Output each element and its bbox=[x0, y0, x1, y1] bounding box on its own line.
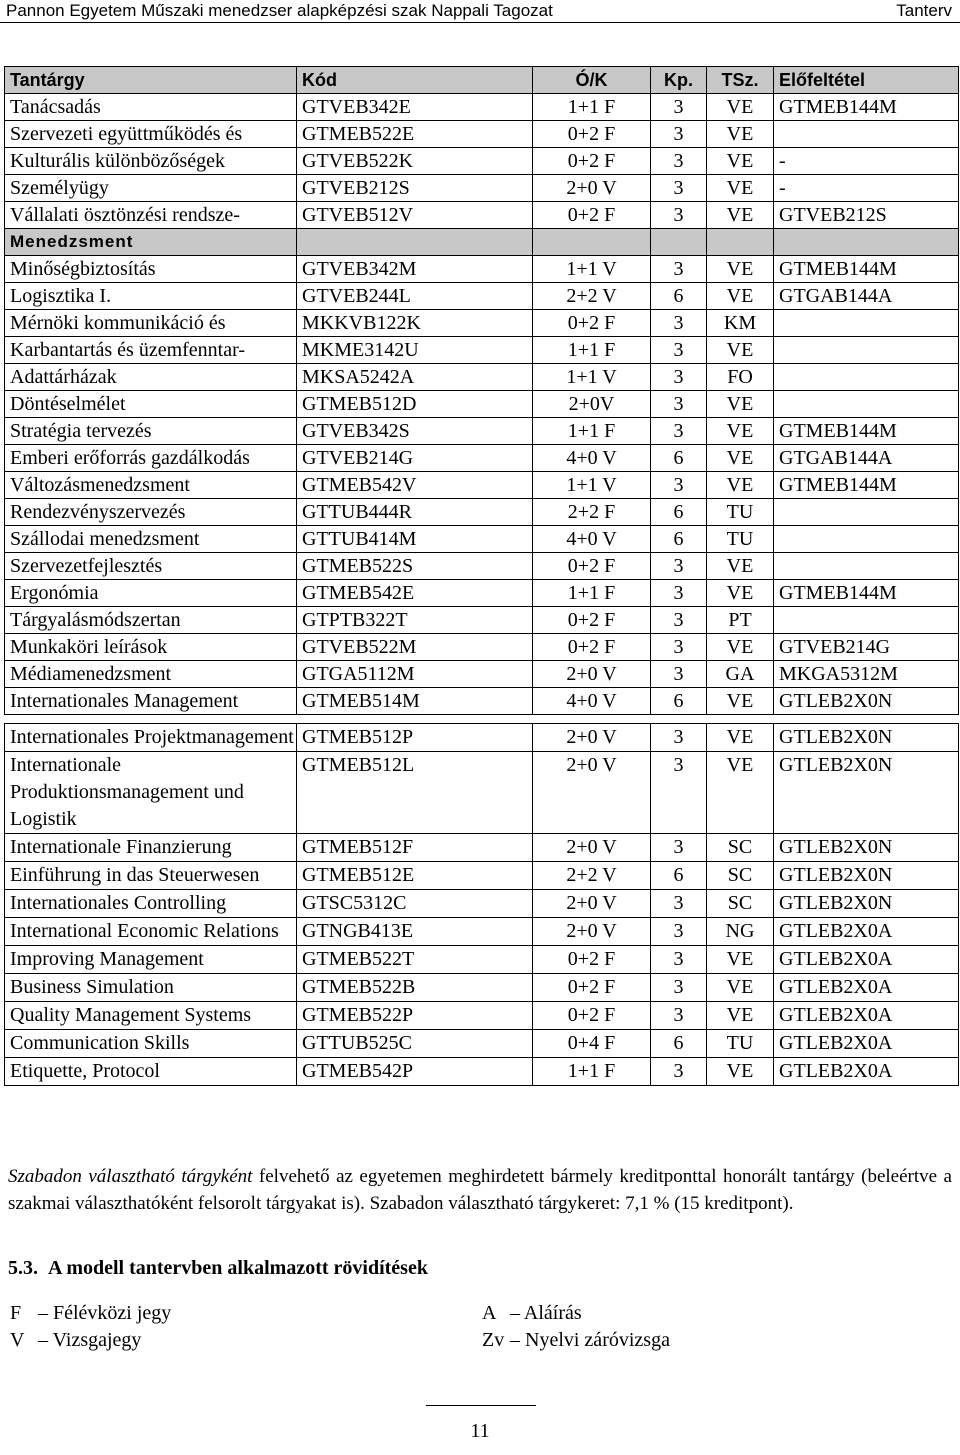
course-department: VE bbox=[707, 974, 774, 1002]
course-prerequisite bbox=[774, 121, 959, 148]
table-row bbox=[5, 337, 959, 364]
abbreviation-label: – Félévközi jegy bbox=[38, 1302, 172, 1324]
table-row bbox=[5, 661, 959, 688]
course-prerequisite bbox=[774, 364, 959, 391]
course-name: Quality Management Systems bbox=[5, 1002, 297, 1030]
table-row bbox=[5, 607, 959, 634]
course-code: GTMEB542P bbox=[297, 1058, 533, 1086]
table-row bbox=[5, 310, 959, 337]
course-department: VE bbox=[707, 553, 774, 580]
course-code: GTMEB522E bbox=[297, 121, 533, 148]
table-row bbox=[5, 283, 959, 310]
course-code: GTMEB512L bbox=[297, 752, 533, 834]
course-code: GTMEB522B bbox=[297, 974, 533, 1002]
course-code: GTVEB522M bbox=[297, 634, 533, 661]
course-hours: 4+0 V bbox=[533, 445, 651, 472]
course-credits: 3 bbox=[651, 607, 707, 634]
course-hours: 2+0 V bbox=[533, 724, 651, 752]
col-header-credits: Kp. bbox=[651, 67, 707, 94]
course-department: VE bbox=[707, 418, 774, 445]
table-row bbox=[5, 391, 959, 418]
page-number-rule bbox=[426, 1405, 536, 1406]
course-prerequisite: GTLEB2X0N bbox=[774, 724, 959, 752]
table-row bbox=[5, 1058, 959, 1086]
course-prerequisite: GTLEB2X0N bbox=[774, 834, 959, 862]
course-prerequisite: GTMEB144M bbox=[774, 472, 959, 499]
course-department: TU bbox=[707, 499, 774, 526]
table-row bbox=[5, 1002, 959, 1030]
course-hours: 2+2 V bbox=[533, 283, 651, 310]
course-name: Business Simulation bbox=[5, 974, 297, 1002]
course-department: VE bbox=[707, 1002, 774, 1030]
table-row bbox=[5, 634, 959, 661]
course-credits: 3 bbox=[651, 148, 707, 175]
note-text: felvehető az egyetemen meghirdetett bármely kreditponttal honorált tantárgy (beleértve a szakmai választhatóként felsorolt tárgyakat is). Szabadon választható tárgykeret: 7,1 % (15 kreditpont). bbox=[8, 1166, 952, 1214]
course-prerequisite: GTVEB212S bbox=[774, 202, 959, 229]
course-credits: 3 bbox=[651, 661, 707, 688]
course-hours: 0+2 F bbox=[533, 946, 651, 974]
course-department: VE bbox=[707, 1058, 774, 1086]
course-department: FO bbox=[707, 364, 774, 391]
course-name: Szállodai menedzsment bbox=[5, 526, 297, 553]
course-department: VE bbox=[707, 724, 774, 752]
course-code: GTVEB214G bbox=[297, 445, 533, 472]
course-prerequisite: GTLEB2X0A bbox=[774, 946, 959, 974]
page-number: 11 bbox=[470, 1420, 490, 1442]
col-header-code: Kód bbox=[297, 67, 533, 94]
table-row bbox=[5, 175, 959, 202]
section-number: 5.3. bbox=[8, 1257, 38, 1279]
course-department: VE bbox=[707, 121, 774, 148]
course-hours: 2+0 V bbox=[533, 834, 651, 862]
course-name: Improving Management bbox=[5, 946, 297, 974]
table-row bbox=[5, 946, 959, 974]
course-prerequisite: GTLEB2X0A bbox=[774, 1030, 959, 1058]
course-credits: 3 bbox=[651, 752, 707, 834]
course-prerequisite: GTLEB2X0A bbox=[774, 1002, 959, 1030]
course-prerequisite bbox=[774, 553, 959, 580]
group-row bbox=[5, 229, 959, 256]
course-prerequisite: GTGAB144A bbox=[774, 283, 959, 310]
course-name: Rendezvényszervezés bbox=[5, 499, 297, 526]
course-hours: 4+0 V bbox=[533, 526, 651, 553]
course-hours: 0+2 F bbox=[533, 148, 651, 175]
course-credits: 3 bbox=[651, 175, 707, 202]
course-hours: 2+0 V bbox=[533, 661, 651, 688]
elective-note bbox=[8, 1163, 952, 1217]
course-credits: 3 bbox=[651, 834, 707, 862]
course-code: GTMEB542E bbox=[297, 580, 533, 607]
course-credits: 3 bbox=[651, 418, 707, 445]
course-code: GTVEB212S bbox=[297, 175, 533, 202]
course-credits: 6 bbox=[651, 445, 707, 472]
course-name: Internationales Controlling bbox=[5, 890, 297, 918]
course-prerequisite: - bbox=[774, 148, 959, 175]
table-row bbox=[5, 974, 959, 1002]
page-header bbox=[0, 0, 960, 23]
course-hours: 0+2 F bbox=[533, 974, 651, 1002]
table-row bbox=[5, 553, 959, 580]
course-credits: 3 bbox=[651, 202, 707, 229]
course-credits: 3 bbox=[651, 256, 707, 283]
course-code: GTTUB525C bbox=[297, 1030, 533, 1058]
course-code: GTMEB522P bbox=[297, 1002, 533, 1030]
course-code: GTGA5112M bbox=[297, 661, 533, 688]
course-hours: 2+0 V bbox=[533, 752, 651, 834]
course-hours: 1+1 V bbox=[533, 256, 651, 283]
table-row bbox=[5, 862, 959, 890]
course-hours: 2+2 F bbox=[533, 499, 651, 526]
table-row bbox=[5, 472, 959, 499]
course-name: Karbantartás és üzemfenntar- bbox=[5, 337, 297, 364]
course-credits: 6 bbox=[651, 688, 707, 715]
col-header-subject: Tantárgy bbox=[5, 67, 297, 94]
group-name: Menedzsment bbox=[5, 229, 297, 256]
course-department: TU bbox=[707, 526, 774, 553]
course-prerequisite: GTLEB2X0N bbox=[774, 752, 959, 834]
course-name: Szervezetfejlesztés bbox=[5, 553, 297, 580]
table-row bbox=[5, 202, 959, 229]
course-prerequisite: - bbox=[774, 175, 959, 202]
course-prerequisite: GTMEB144M bbox=[774, 94, 959, 121]
course-credits: 3 bbox=[651, 890, 707, 918]
course-code: GTVEB522K bbox=[297, 148, 533, 175]
course-department: VE bbox=[707, 148, 774, 175]
table-row bbox=[5, 418, 959, 445]
table-row bbox=[5, 148, 959, 175]
course-name: Kulturális különbözőségek bbox=[5, 148, 297, 175]
course-department: VE bbox=[707, 337, 774, 364]
course-name: Mérnöki kommunikáció és bbox=[5, 310, 297, 337]
course-credits: 3 bbox=[651, 1058, 707, 1086]
table-row bbox=[5, 499, 959, 526]
course-department: VE bbox=[707, 688, 774, 715]
course-prerequisite bbox=[774, 526, 959, 553]
course-prerequisite: GTLEB2X0N bbox=[774, 688, 959, 715]
course-credits: 6 bbox=[651, 526, 707, 553]
table-gap bbox=[5, 715, 959, 724]
course-hours: 2+0V bbox=[533, 391, 651, 418]
course-code: GTMEB512F bbox=[297, 834, 533, 862]
course-name: Logisztika I. bbox=[5, 283, 297, 310]
course-hours: 1+1 F bbox=[533, 580, 651, 607]
course-credits: 6 bbox=[651, 1030, 707, 1058]
course-credits: 6 bbox=[651, 283, 707, 310]
course-department: KM bbox=[707, 310, 774, 337]
table-row bbox=[5, 890, 959, 918]
course-hours: 0+2 F bbox=[533, 1002, 651, 1030]
course-credits: 3 bbox=[651, 94, 707, 121]
course-department: GA bbox=[707, 661, 774, 688]
course-hours: 1+1 V bbox=[533, 472, 651, 499]
course-hours: 1+1 V bbox=[533, 364, 651, 391]
course-prerequisite: GTLEB2X0A bbox=[774, 1058, 959, 1086]
course-name: Tárgyalásmódszertan bbox=[5, 607, 297, 634]
course-credits: 3 bbox=[651, 553, 707, 580]
course-name: Internationale Finanzierung bbox=[5, 834, 297, 862]
course-code: GTNGB413E bbox=[297, 918, 533, 946]
table-row bbox=[5, 688, 959, 715]
course-hours: 0+2 F bbox=[533, 310, 651, 337]
course-prerequisite: GTLEB2X0N bbox=[774, 862, 959, 890]
table-row bbox=[5, 94, 959, 121]
course-hours: 0+2 F bbox=[533, 607, 651, 634]
course-credits: 3 bbox=[651, 1002, 707, 1030]
table-row bbox=[5, 580, 959, 607]
course-name: International Economic Relations bbox=[5, 918, 297, 946]
curriculum-table bbox=[4, 66, 959, 1086]
course-name: Vállalati ösztönzési rendsze- bbox=[5, 202, 297, 229]
table-row bbox=[5, 724, 959, 752]
course-name: Szervezeti együttműködés és bbox=[5, 121, 297, 148]
course-department: VE bbox=[707, 256, 774, 283]
course-department: VE bbox=[707, 580, 774, 607]
course-prerequisite: GTMEB144M bbox=[774, 580, 959, 607]
course-department: SC bbox=[707, 834, 774, 862]
course-department: SC bbox=[707, 862, 774, 890]
course-credits: 3 bbox=[651, 724, 707, 752]
course-hours: 0+2 F bbox=[533, 634, 651, 661]
course-code: GTVEB342S bbox=[297, 418, 533, 445]
table-row bbox=[5, 1030, 959, 1058]
course-credits: 3 bbox=[651, 918, 707, 946]
course-prerequisite bbox=[774, 337, 959, 364]
course-name: Tanácsadás bbox=[5, 94, 297, 121]
course-code: GTPTB322T bbox=[297, 607, 533, 634]
course-department: VE bbox=[707, 94, 774, 121]
course-hours: 0+2 F bbox=[533, 121, 651, 148]
table-row bbox=[5, 364, 959, 391]
note-italic: Szabadon választható tárgyként bbox=[8, 1166, 253, 1187]
course-code: GTMEB542V bbox=[297, 472, 533, 499]
table-row bbox=[5, 752, 959, 834]
course-hours: 0+4 F bbox=[533, 1030, 651, 1058]
course-department: VE bbox=[707, 752, 774, 834]
table-row bbox=[5, 834, 959, 862]
course-name: Stratégia tervezés bbox=[5, 418, 297, 445]
course-credits: 3 bbox=[651, 364, 707, 391]
course-name: Internationales Management bbox=[5, 688, 297, 715]
course-department: SC bbox=[707, 890, 774, 918]
course-hours: 0+2 F bbox=[533, 202, 651, 229]
course-prerequisite bbox=[774, 499, 959, 526]
course-name: Ergonómia bbox=[5, 580, 297, 607]
course-name: Communication Skills bbox=[5, 1030, 297, 1058]
course-prerequisite: GTVEB214G bbox=[774, 634, 959, 661]
abbreviation-label: – Aláírás bbox=[510, 1302, 582, 1324]
course-code: GTTUB414M bbox=[297, 526, 533, 553]
abbreviation-label: – Nyelvi záróvizsga bbox=[510, 1329, 670, 1351]
course-department: TU bbox=[707, 1030, 774, 1058]
course-name: Emberi erőforrás gazdálkodás bbox=[5, 445, 297, 472]
course-credits: 3 bbox=[651, 121, 707, 148]
course-name: Változásmenedzsment bbox=[5, 472, 297, 499]
abbreviation-item bbox=[482, 1302, 582, 1325]
table-row bbox=[5, 445, 959, 472]
course-hours: 1+1 F bbox=[533, 418, 651, 445]
course-department: NG bbox=[707, 918, 774, 946]
col-header-prerequisite: Előfeltétel bbox=[774, 67, 959, 94]
course-name: Adattárházak bbox=[5, 364, 297, 391]
course-name: Munkaköri leírások bbox=[5, 634, 297, 661]
abbreviation-label: – Vizsgajegy bbox=[38, 1329, 142, 1351]
course-prerequisite: GTLEB2X0N bbox=[774, 890, 959, 918]
table-header-row bbox=[5, 67, 959, 94]
abbreviation-item bbox=[10, 1329, 141, 1352]
course-prerequisite bbox=[774, 607, 959, 634]
course-department: VE bbox=[707, 634, 774, 661]
course-department: VE bbox=[707, 283, 774, 310]
course-code: GTSC5312C bbox=[297, 890, 533, 918]
course-department: VE bbox=[707, 202, 774, 229]
course-code: GTMEB514M bbox=[297, 688, 533, 715]
table-row bbox=[5, 256, 959, 283]
course-credits: 3 bbox=[651, 946, 707, 974]
course-credits: 3 bbox=[651, 472, 707, 499]
course-credits: 6 bbox=[651, 862, 707, 890]
course-credits: 3 bbox=[651, 337, 707, 364]
course-name: Internationales Projektmanagement bbox=[5, 724, 297, 752]
abbreviation-item bbox=[482, 1329, 670, 1352]
course-code: MKSA5242A bbox=[297, 364, 533, 391]
course-hours: 2+0 V bbox=[533, 890, 651, 918]
abbreviation-key: V bbox=[10, 1329, 25, 1351]
course-hours: 4+0 V bbox=[533, 688, 651, 715]
course-credits: 3 bbox=[651, 310, 707, 337]
course-code: GTMEB512P bbox=[297, 724, 533, 752]
course-name: Minőségbiztosítás bbox=[5, 256, 297, 283]
table-row bbox=[5, 121, 959, 148]
course-prerequisite: MKGA5312M bbox=[774, 661, 959, 688]
course-code: GTMEB512D bbox=[297, 391, 533, 418]
course-code: MKKVB122K bbox=[297, 310, 533, 337]
table-row bbox=[5, 918, 959, 946]
course-department: VE bbox=[707, 472, 774, 499]
course-hours: 1+1 F bbox=[533, 1058, 651, 1086]
course-hours: 1+1 F bbox=[533, 337, 651, 364]
course-code: MKME3142U bbox=[297, 337, 533, 364]
course-credits: 3 bbox=[651, 974, 707, 1002]
course-code: GTTUB444R bbox=[297, 499, 533, 526]
course-name: Személyügy bbox=[5, 175, 297, 202]
course-prerequisite: GTLEB2X0A bbox=[774, 918, 959, 946]
course-name: Döntéselmélet bbox=[5, 391, 297, 418]
abbreviation-key: F bbox=[10, 1302, 22, 1324]
col-header-hours: Ó/K bbox=[533, 67, 651, 94]
section-heading bbox=[8, 1257, 428, 1280]
course-prerequisite: GTLEB2X0A bbox=[774, 974, 959, 1002]
abbreviation-key: A bbox=[482, 1302, 497, 1324]
course-credits: 6 bbox=[651, 499, 707, 526]
course-name: Internationale Produktionsmanagement und Logistik bbox=[5, 752, 297, 834]
course-code: GTMEB522T bbox=[297, 946, 533, 974]
col-header-department: TSz. bbox=[707, 67, 774, 94]
course-department: VE bbox=[707, 391, 774, 418]
course-hours: 2+0 V bbox=[533, 918, 651, 946]
abbreviation-item bbox=[10, 1302, 171, 1325]
course-department: VE bbox=[707, 445, 774, 472]
course-department: VE bbox=[707, 175, 774, 202]
course-hours: 2+2 V bbox=[533, 862, 651, 890]
course-hours: 1+1 F bbox=[533, 94, 651, 121]
course-credits: 3 bbox=[651, 580, 707, 607]
course-name: Etiquette, Protocol bbox=[5, 1058, 297, 1086]
course-prerequisite bbox=[774, 391, 959, 418]
course-department: PT bbox=[707, 607, 774, 634]
course-prerequisite: GTGAB144A bbox=[774, 445, 959, 472]
course-code: GTMEB522S bbox=[297, 553, 533, 580]
course-code: GTVEB342E bbox=[297, 94, 533, 121]
course-code: GTMEB512E bbox=[297, 862, 533, 890]
course-name: Médiamenedzsment bbox=[5, 661, 297, 688]
course-prerequisite: GTMEB144M bbox=[774, 418, 959, 445]
section-title: A modell tantervben alkalmazott rövidítések bbox=[48, 1257, 428, 1279]
course-hours: 2+0 V bbox=[533, 175, 651, 202]
course-name: Einführung in das Steuerwesen bbox=[5, 862, 297, 890]
table-row bbox=[5, 526, 959, 553]
course-prerequisite bbox=[774, 310, 959, 337]
course-hours: 0+2 F bbox=[533, 553, 651, 580]
course-code: GTVEB512V bbox=[297, 202, 533, 229]
abbreviation-key: Zv bbox=[482, 1329, 505, 1351]
header-title: Pannon Egyetem Műszaki menedzser alapképzési szak Nappali Tagozat bbox=[6, 1, 553, 20]
header-doc-name: Tanterv bbox=[896, 1, 952, 20]
course-credits: 3 bbox=[651, 391, 707, 418]
course-prerequisite: GTMEB144M bbox=[774, 256, 959, 283]
course-code: GTVEB244L bbox=[297, 283, 533, 310]
course-credits: 3 bbox=[651, 634, 707, 661]
course-department: VE bbox=[707, 946, 774, 974]
course-code: GTVEB342M bbox=[297, 256, 533, 283]
